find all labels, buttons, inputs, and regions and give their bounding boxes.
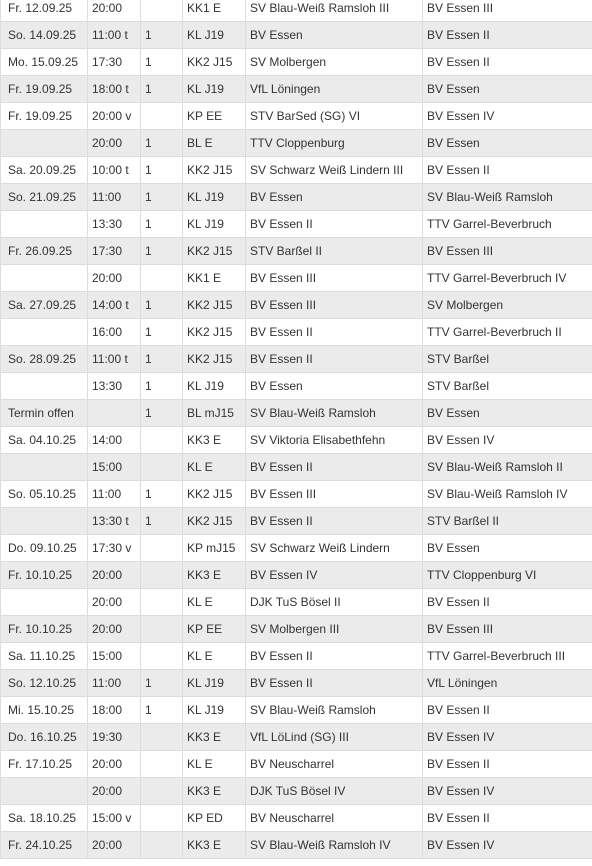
match-date <box>1 508 88 535</box>
table-row[interactable] <box>1 778 592 805</box>
match-table-count <box>141 562 183 589</box>
match-league: KK1 E <box>183 0 246 22</box>
match-time: 20:00 <box>88 589 141 616</box>
table-row[interactable] <box>1 697 592 724</box>
match-table-count: 1 <box>141 346 183 373</box>
match-date: Do. 09.10.25 <box>1 535 88 562</box>
match-league: KK2 J15 <box>183 292 246 319</box>
table-row[interactable] <box>1 832 592 859</box>
table-row[interactable] <box>1 454 592 481</box>
away-team: STV Barßel II <box>423 508 592 535</box>
match-time: 17:30 <box>88 238 141 265</box>
match-time: 20:00 <box>88 562 141 589</box>
away-team: BV Essen II <box>423 805 592 832</box>
away-team: SV Molbergen <box>423 292 592 319</box>
away-team: TTV Garrel-Beverbruch II <box>423 319 592 346</box>
match-table-count: 1 <box>141 481 183 508</box>
match-time: 20:00 <box>88 778 141 805</box>
table-row[interactable] <box>1 49 592 76</box>
match-time: 13:30 <box>88 373 141 400</box>
match-table-count: 1 <box>141 319 183 346</box>
away-team: STV Barßel <box>423 373 592 400</box>
match-time: 20:00 <box>88 265 141 292</box>
match-date <box>1 211 88 238</box>
match-league: KK2 J15 <box>183 49 246 76</box>
match-date: Sa. 27.09.25 <box>1 292 88 319</box>
match-league: KL J19 <box>183 211 246 238</box>
match-table-count: 1 <box>141 400 183 427</box>
away-team: TTV Garrel-Beverbruch <box>423 211 592 238</box>
home-team: BV Essen II <box>246 346 423 373</box>
table-row[interactable] <box>1 76 592 103</box>
match-time: 18:00 <box>88 697 141 724</box>
match-date: Sa. 04.10.25 <box>1 427 88 454</box>
table-row[interactable] <box>1 724 592 751</box>
home-team: SV Molbergen III <box>246 616 423 643</box>
match-time: 20:00 v <box>88 103 141 130</box>
table-row[interactable] <box>1 589 592 616</box>
match-time: 14:00 t <box>88 292 141 319</box>
home-team: BV Essen II <box>246 319 423 346</box>
table-row[interactable] <box>1 319 592 346</box>
match-date <box>1 778 88 805</box>
home-team: BV Essen III <box>246 292 423 319</box>
match-time: 13:30 t <box>88 508 141 535</box>
match-date: Sa. 11.10.25 <box>1 643 88 670</box>
match-league: KK2 J15 <box>183 481 246 508</box>
match-date <box>1 319 88 346</box>
away-team: BV Essen <box>423 130 592 157</box>
match-table-count <box>141 616 183 643</box>
home-team: DJK TuS Bösel II <box>246 589 423 616</box>
home-team: SV Schwarz Weiß Lindern <box>246 535 423 562</box>
match-table-count <box>141 454 183 481</box>
table-row[interactable] <box>1 535 592 562</box>
match-time: 20:00 <box>88 0 141 22</box>
away-team: BV Essen III <box>423 0 592 22</box>
match-league: KK2 J15 <box>183 157 246 184</box>
away-team: BV Essen II <box>423 157 592 184</box>
away-team: BV Essen <box>423 76 592 103</box>
table-row[interactable] <box>1 130 592 157</box>
away-team: BV Essen II <box>423 697 592 724</box>
table-row[interactable] <box>1 616 592 643</box>
match-time: 16:00 <box>88 319 141 346</box>
home-team: SV Blau-Weiß Ramsloh <box>246 697 423 724</box>
away-team: SV Blau-Weiß Ramsloh II <box>423 454 592 481</box>
match-date: Fr. 24.10.25 <box>1 832 88 859</box>
away-team: BV Essen <box>423 400 592 427</box>
match-time: 20:00 <box>88 832 141 859</box>
table-row[interactable] <box>1 805 592 832</box>
away-team: TTV Garrel-Beverbruch III <box>423 643 592 670</box>
home-team: SV Schwarz Weiß Lindern III <box>246 157 423 184</box>
home-team: BV Essen III <box>246 481 423 508</box>
match-date: Sa. 20.09.25 <box>1 157 88 184</box>
away-team: BV Essen IV <box>423 427 592 454</box>
home-team: SV Blau-Weiß Ramsloh <box>246 400 423 427</box>
match-time: 20:00 <box>88 130 141 157</box>
home-team: STV BarSed (SG) VI <box>246 103 423 130</box>
match-table-count <box>141 724 183 751</box>
home-team: BV Essen <box>246 22 423 49</box>
match-table-count: 1 <box>141 373 183 400</box>
match-league: KL E <box>183 751 246 778</box>
away-team: TTV Garrel-Beverbruch IV <box>423 265 592 292</box>
match-league: KL J19 <box>183 697 246 724</box>
match-league: BL mJ15 <box>183 400 246 427</box>
away-team: VfL Löningen <box>423 670 592 697</box>
match-date: So. 28.09.25 <box>1 346 88 373</box>
match-league: KK1 E <box>183 265 246 292</box>
match-table-count: 1 <box>141 211 183 238</box>
match-time: 17:30 v <box>88 535 141 562</box>
match-date <box>1 373 88 400</box>
match-league: KL E <box>183 589 246 616</box>
home-team: BV Neuscharrel <box>246 805 423 832</box>
match-league: KK2 J15 <box>183 346 246 373</box>
match-league: KK2 J15 <box>183 508 246 535</box>
match-date: Fr. 19.09.25 <box>1 76 88 103</box>
match-date: So. 12.10.25 <box>1 670 88 697</box>
home-team: VfL Löningen <box>246 76 423 103</box>
home-team: BV Essen <box>246 184 423 211</box>
away-team: BV Essen II <box>423 22 592 49</box>
match-time: 13:30 <box>88 211 141 238</box>
home-team: BV Essen IV <box>246 562 423 589</box>
match-date <box>1 454 88 481</box>
match-time: 11:00 <box>88 481 141 508</box>
away-team: BV Essen IV <box>423 103 592 130</box>
match-table-count: 1 <box>141 508 183 535</box>
home-team: SV Molbergen <box>246 49 423 76</box>
match-table-count <box>141 751 183 778</box>
match-league: KL J19 <box>183 184 246 211</box>
match-table-count <box>141 427 183 454</box>
match-time: 20:00 <box>88 751 141 778</box>
table-row[interactable] <box>1 22 592 49</box>
match-date: So. 14.09.25 <box>1 22 88 49</box>
match-date <box>1 589 88 616</box>
match-league: KK3 E <box>183 427 246 454</box>
home-team: BV Essen II <box>246 508 423 535</box>
match-date: Mo. 15.09.25 <box>1 49 88 76</box>
match-date: Fr. 17.10.25 <box>1 751 88 778</box>
match-table-count: 1 <box>141 292 183 319</box>
match-table-count: 1 <box>141 697 183 724</box>
match-time: 11:00 <box>88 670 141 697</box>
match-table-count <box>141 805 183 832</box>
match-table-count <box>141 103 183 130</box>
match-table-count: 1 <box>141 76 183 103</box>
match-date <box>1 265 88 292</box>
home-team: BV Essen III <box>246 265 423 292</box>
match-date: Sa. 18.10.25 <box>1 805 88 832</box>
match-date <box>1 130 88 157</box>
home-team: VfL LöLind (SG) III <box>246 724 423 751</box>
home-team: SV Blau-Weiß Ramsloh IV <box>246 832 423 859</box>
match-league: KL E <box>183 454 246 481</box>
match-date: Mi. 15.10.25 <box>1 697 88 724</box>
match-league: KK3 E <box>183 562 246 589</box>
match-league: KK2 J15 <box>183 238 246 265</box>
match-league: KL E <box>183 643 246 670</box>
away-team: BV Essen II <box>423 49 592 76</box>
match-time: 15:00 v <box>88 805 141 832</box>
away-team: BV Essen IV <box>423 832 592 859</box>
table-row[interactable] <box>1 103 592 130</box>
table-row[interactable] <box>1 508 592 535</box>
home-team: BV Essen II <box>246 211 423 238</box>
table-row[interactable] <box>1 265 592 292</box>
match-date: So. 05.10.25 <box>1 481 88 508</box>
match-time: 19:30 <box>88 724 141 751</box>
match-date: Do. 16.10.25 <box>1 724 88 751</box>
table-row[interactable] <box>1 184 592 211</box>
match-table-count: 1 <box>141 22 183 49</box>
match-date: Fr. 10.10.25 <box>1 562 88 589</box>
match-time <box>88 400 141 427</box>
match-league: KP ED <box>183 805 246 832</box>
home-team: BV Essen <box>246 373 423 400</box>
away-team: BV Essen IV <box>423 724 592 751</box>
match-league: KP EE <box>183 616 246 643</box>
home-team: BV Essen II <box>246 643 423 670</box>
match-time: 14:00 <box>88 427 141 454</box>
table-row[interactable] <box>1 562 592 589</box>
table-row[interactable] <box>1 211 592 238</box>
match-date: Fr. 12.09.25 <box>1 0 88 22</box>
away-team: TTV Cloppenburg VI <box>423 562 592 589</box>
match-table-count <box>141 535 183 562</box>
match-table-count: 1 <box>141 670 183 697</box>
match-time: 15:00 <box>88 643 141 670</box>
match-league: KK3 E <box>183 832 246 859</box>
away-team: BV Essen IV <box>423 778 592 805</box>
match-league: KL J19 <box>183 670 246 697</box>
match-time: 10:00 t <box>88 157 141 184</box>
match-table-count <box>141 778 183 805</box>
table-row[interactable] <box>1 400 592 427</box>
match-league: KK3 E <box>183 724 246 751</box>
home-team: STV Barßel II <box>246 238 423 265</box>
match-time: 15:00 <box>88 454 141 481</box>
match-table-count: 1 <box>141 184 183 211</box>
table-row[interactable] <box>1 643 592 670</box>
home-team: TTV Cloppenburg <box>246 130 423 157</box>
match-table-count <box>141 643 183 670</box>
away-team: BV Essen II <box>423 589 592 616</box>
match-time: 11:00 t <box>88 346 141 373</box>
away-team: SV Blau-Weiß Ramsloh <box>423 184 592 211</box>
match-table-count: 1 <box>141 238 183 265</box>
match-league: KK2 J15 <box>183 319 246 346</box>
match-table-count <box>141 589 183 616</box>
match-time: 18:00 t <box>88 76 141 103</box>
home-team: SV Blau-Weiß Ramsloh III <box>246 0 423 22</box>
table-row[interactable] <box>1 346 592 373</box>
match-table-count <box>141 265 183 292</box>
match-time: 11:00 t <box>88 22 141 49</box>
away-team: BV Essen II <box>423 751 592 778</box>
away-team: BV Essen <box>423 535 592 562</box>
match-date: Fr. 19.09.25 <box>1 103 88 130</box>
match-time: 17:30 <box>88 49 141 76</box>
match-league: KP EE <box>183 103 246 130</box>
away-team: BV Essen III <box>423 616 592 643</box>
match-league: KP mJ15 <box>183 535 246 562</box>
match-table-count: 1 <box>141 130 183 157</box>
match-league: KK3 E <box>183 778 246 805</box>
match-date: Fr. 26.09.25 <box>1 238 88 265</box>
match-date: Fr. 10.10.25 <box>1 616 88 643</box>
home-team: DJK TuS Bösel IV <box>246 778 423 805</box>
match-league: BL E <box>183 130 246 157</box>
table-row[interactable] <box>1 481 592 508</box>
match-date: So. 21.09.25 <box>1 184 88 211</box>
match-time: 20:00 <box>88 616 141 643</box>
away-team: BV Essen III <box>423 238 592 265</box>
schedule-body <box>1 0 592 859</box>
match-date: Termin offen <box>1 400 88 427</box>
match-table-count <box>141 0 183 22</box>
table-row[interactable] <box>1 670 592 697</box>
table-row[interactable] <box>1 0 592 22</box>
table-row[interactable] <box>1 427 592 454</box>
table-row[interactable] <box>1 238 592 265</box>
match-league: KL J19 <box>183 373 246 400</box>
match-league: KL J19 <box>183 76 246 103</box>
match-league: KL J19 <box>183 22 246 49</box>
away-team: STV Barßel <box>423 346 592 373</box>
home-team: BV Neuscharrel <box>246 751 423 778</box>
table-row[interactable] <box>1 157 592 184</box>
match-table-count: 1 <box>141 157 183 184</box>
away-team: SV Blau-Weiß Ramsloh IV <box>423 481 592 508</box>
match-time: 11:00 <box>88 184 141 211</box>
home-team: BV Essen II <box>246 670 423 697</box>
match-table-count <box>141 832 183 859</box>
home-team: SV Viktoria Elisabethfehn <box>246 427 423 454</box>
table-row[interactable] <box>1 373 592 400</box>
match-table-count: 1 <box>141 49 183 76</box>
table-row[interactable] <box>1 751 592 778</box>
home-team: BV Essen II <box>246 454 423 481</box>
table-row[interactable] <box>1 292 592 319</box>
